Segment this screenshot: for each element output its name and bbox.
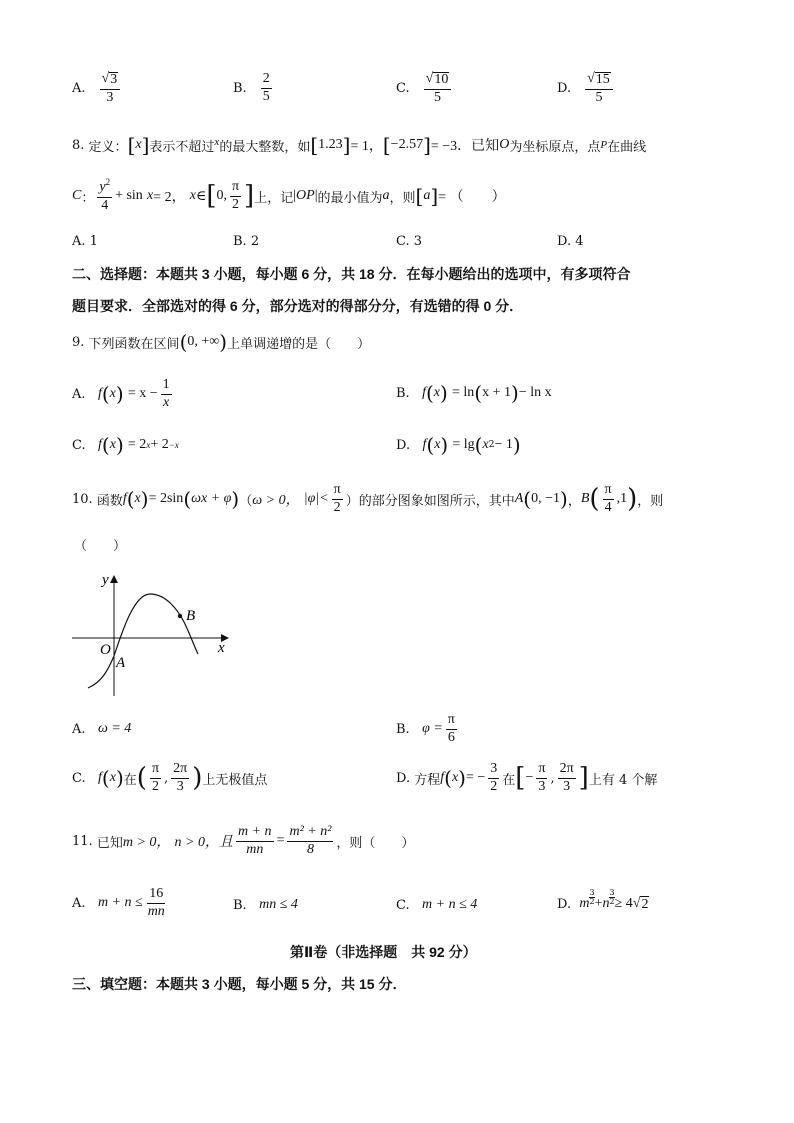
part2-title: 第Ⅱ卷（非选择题 共 92 分） xyxy=(290,944,477,960)
q7-option-c: C. √ 10 5 xyxy=(396,72,454,105)
point-b xyxy=(178,614,182,618)
q7-option-b: B. $\frac{2}{5}$ xyxy=(233,71,270,104)
q8-option-a: A. 1 xyxy=(72,234,98,249)
section2-header-line2: 题目要求．全部选对的得 6 分，部分选对的得部分分，有选错的得 0 分． xyxy=(72,298,524,314)
q7-option-a: A. √ 3 3 xyxy=(72,72,123,105)
q11-option-b: B. mn ≤ 4 xyxy=(233,897,298,913)
q9-option-c: C. f ( x ) = 2 x + 2 −x xyxy=(72,433,179,457)
q10-stem-line2: （ ） xyxy=(74,539,127,554)
q8-option-d: D. 4 xyxy=(557,234,584,249)
q9-option-b: B. f ( x ) = ln ( x + 1 ) − ln x xyxy=(396,381,552,405)
q10-sine-graph xyxy=(68,570,238,700)
q8-option-b: B. 2 xyxy=(233,234,260,249)
q9-option-d: D. f ( x ) = lg ( x 2 − 1 ) xyxy=(396,433,521,457)
q8-stem-line2: C ： $\frac{y^2}{4}$ + sin x = 2， x ∈ [ 0, $\frac{\pi}{2}$ ] 上，记 | OP | 的最小值为 a ，则 [ a ] = （ ） xyxy=(72,177,506,213)
q8-stem-line1: 8. 定义： [ x ] 表示不超过 x 的最大整数，如 [ 1.23 ] = 1， [ −2.57 ] = −3．已知 O 为坐标原点，点 P 在曲线 xyxy=(72,133,647,157)
q9-stem: 9. 下列函数在区间 ( 0, +∞ ) 上单调递增的是（ ） xyxy=(72,330,371,354)
q10-option-c: C. f ( x ) 在 ( $\frac{\pi}{2}$ , $\frac{2\pi}{3}$ ) 上无极值点 xyxy=(72,760,268,794)
x-axis-label: x xyxy=(218,640,225,656)
q10-option-b: B. φ = $\frac{\pi}{6}$ xyxy=(396,711,455,745)
q7-option-d: D. √ 15 5 xyxy=(557,72,616,105)
sine-curve xyxy=(88,594,198,688)
q11-stem: 11. 已知 m > 0， n > 0，且 $\frac{m + n}{mn}$ = $\frac{\text{m² + n²}}{8}$ ，则（ ） xyxy=(72,823,415,857)
point-a-label: A xyxy=(116,655,126,671)
origin-label: O xyxy=(100,642,111,658)
section2-header-line1: 二、选择题：本题共 3 小题，每小题 6 分，共 18 分．在每小题给出的选项中，有多项符合 xyxy=(72,266,631,282)
q10-stem-line1: 10. 函数 f ( x ) = 2sin ( ωx + φ ) （ ω > 0， |φ|< $\frac{\pi}{2}$ ）的部分图象如图所示，其中 A ( 0, −1 ) ， B ( $\frac{\pi}{4}$ ,1 ) ，则 xyxy=(72,481,664,515)
q10-option-d: D. 方程 f ( x ) = − $\frac{3}{2}$ 在 [ − $\frac{\pi}{3}$ , $\frac{2\pi}{3}$ ] 上有 4 个解 xyxy=(396,760,658,794)
y-axis-label: y xyxy=(102,572,109,588)
q11-option-c: C. m + n ≤ 4 xyxy=(396,897,478,913)
q11-option-d: D. m 3 2 + n $\frac{3}{2}$ ≥ 4 √ 2 xyxy=(557,887,649,912)
q8-option-c: C. 3 xyxy=(396,234,423,249)
q9-option-a: A. f ( x ) = x − $\frac{1}{x}$ xyxy=(72,376,170,410)
q10-option-a: A. ω = 4 xyxy=(72,721,132,737)
point-b-label: B xyxy=(186,608,196,624)
section3-header: 三、填空题：本题共 3 小题，每小题 5 分，共 15 分． xyxy=(72,976,407,992)
q11-option-a: A. m + n ≤ $\frac{16}{mn}$ xyxy=(72,885,165,919)
